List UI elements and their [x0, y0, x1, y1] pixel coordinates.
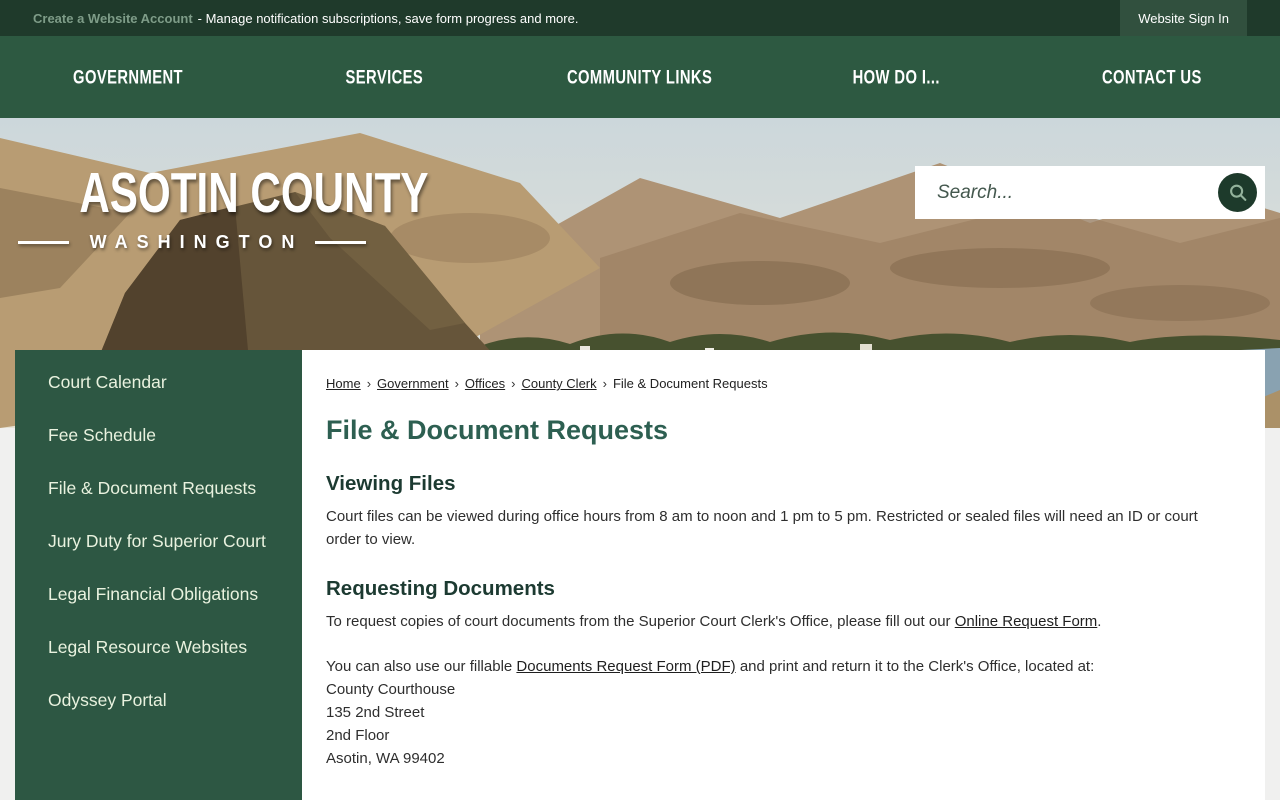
nav-label: HOW DO I... — [852, 65, 940, 88]
page-title: File & Document Requests — [326, 415, 669, 445]
breadcrumb-separator: › — [366, 376, 372, 391]
sidebar-item-label: Jury Duty for Superior Court — [48, 531, 266, 551]
requesting-documents-heading: Requesting Documents — [326, 577, 555, 600]
documents-request-form-pdf-link[interactable]: Documents Request Form (PDF) — [516, 658, 736, 675]
paragraph-text: . — [1097, 613, 1102, 630]
address-line: Asotin, WA 99402 — [326, 750, 445, 767]
sidebar-menu — [15, 350, 302, 727]
search-input[interactable] — [937, 182, 1218, 204]
nav-label: GOVERNMENT — [73, 65, 183, 88]
site-search — [915, 166, 1265, 219]
requesting-documents-paragraph-2 — [326, 655, 1226, 678]
logo-state-name: WASHINGTON — [89, 232, 304, 252]
top-utility-bar — [0, 0, 1280, 36]
create-account-link[interactable]: Create a Website Account — [33, 10, 193, 26]
clerk-office-address — [326, 678, 1235, 770]
nav-item-how-do-i[interactable] — [768, 36, 1024, 118]
sidebar-item-odyssey-portal[interactable] — [48, 674, 276, 727]
breadcrumb-separator: › — [511, 376, 516, 391]
website-sign-in-button[interactable]: Website Sign In — [1120, 0, 1247, 36]
section-sidebar — [15, 350, 302, 800]
search-icon — [1227, 182, 1249, 204]
main-navigation — [0, 36, 1280, 118]
viewing-files-body: Court files can be viewed during office hours from 8 am to noon and 1 pm to 5 pm. Restricted or sealed files will need an ID or court order to view. — [326, 508, 1198, 548]
viewing-files-heading: Viewing Files — [326, 472, 456, 495]
paragraph-text: You can also use our fillable — [326, 658, 517, 675]
breadcrumb-offices[interactable]: Offices — [464, 376, 506, 391]
nav-item-contact-us[interactable] — [1024, 36, 1280, 118]
logo-rule-left — [18, 241, 69, 244]
online-request-form-link[interactable]: Online Request Form — [954, 613, 1098, 630]
nav-label: COMMUNITY LINKS — [567, 65, 713, 88]
breadcrumb-separator: › — [454, 376, 459, 391]
nav-item-services[interactable] — [256, 36, 512, 118]
breadcrumb-home[interactable]: Home — [326, 376, 361, 391]
sidebar-item-legal-resource-websites[interactable] — [48, 621, 276, 674]
sidebar-item-label: Legal Resource Websites — [48, 637, 248, 657]
sidebar-item-label: Odyssey Portal — [48, 690, 167, 710]
nav-item-government[interactable] — [0, 36, 256, 118]
sidebar-item-label: Court Calendar — [48, 372, 167, 392]
account-benefits-text: - Manage notification subscriptions, save form progress and more. — [197, 10, 579, 26]
main-content — [302, 350, 1265, 800]
address-line: 2nd Floor — [326, 727, 390, 744]
search-button[interactable] — [1218, 173, 1257, 212]
site-logo[interactable] — [18, 160, 429, 253]
breadcrumb-separator: › — [602, 376, 607, 391]
content-panel — [15, 350, 1265, 800]
requesting-documents-paragraph-1 — [326, 610, 1226, 633]
sidebar-item-legal-financial-obligations[interactable] — [48, 568, 276, 621]
sidebar-item-label: Legal Financial Obligations — [48, 584, 259, 604]
address-line: County Courthouse — [326, 681, 456, 698]
breadcrumb — [326, 376, 1235, 391]
sidebar-item-file-document-requests[interactable] — [48, 462, 276, 515]
paragraph-text: and print and return it to the Clerk's Office, located at: — [735, 658, 1095, 675]
nav-label: SERVICES — [345, 65, 423, 88]
logo-rule-right — [315, 241, 366, 244]
sidebar-item-label: File & Document Requests — [48, 478, 257, 498]
breadcrumb-current: File & Document Requests — [612, 376, 768, 391]
sidebar-item-jury-duty[interactable] — [48, 515, 276, 568]
nav-item-community-links[interactable] — [512, 36, 768, 118]
address-line: 135 2nd Street — [326, 704, 425, 721]
breadcrumb-county-clerk[interactable]: County Clerk — [521, 376, 597, 391]
logo-county-name: ASOTIN COUNTY — [79, 161, 429, 225]
sidebar-item-label: Fee Schedule — [48, 425, 156, 445]
breadcrumb-government[interactable]: Government — [377, 376, 449, 391]
sidebar-item-fee-schedule[interactable] — [48, 409, 276, 462]
nav-label: CONTACT US — [1102, 65, 1202, 88]
sidebar-item-court-calendar[interactable] — [48, 356, 276, 409]
paragraph-text: To request copies of court documents from the Superior Court Clerk's Office, please fill out our — [326, 613, 955, 630]
